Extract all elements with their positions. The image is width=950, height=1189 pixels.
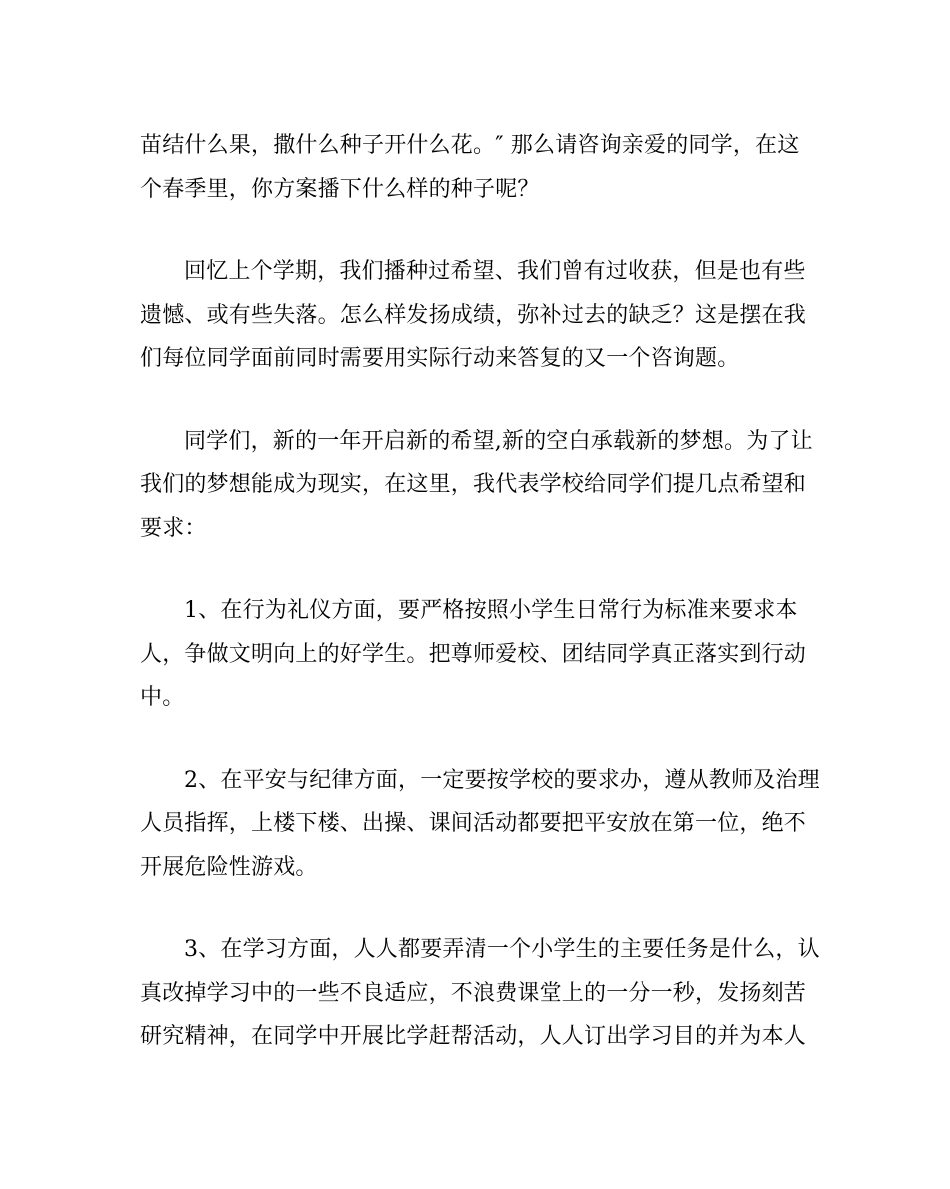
paragraph-2 (140, 250, 820, 381)
paragraph-6 (140, 928, 820, 1059)
text-line: 我们的梦想能成为现实，在这里，我代表学校给同学们提几点希望和 (140, 472, 807, 497)
text-line: 苗结什么果，撒什么种子开什么花。″ 那么请咨询亲爱的同学，在这 (140, 133, 800, 158)
paragraph-5 (140, 759, 820, 890)
text-line: 回忆上个学期，我们播种过希望、我们曾有过收获，但是也有些 (184, 259, 806, 284)
text-line: 个春季里，你方案播下什么样的种子呢？ (140, 176, 540, 202)
paragraph-1 (140, 124, 820, 211)
text-line: 1、在行为礼仪方面，要严格按照小学生日常行为标准来要求本 (184, 598, 798, 623)
text-line: 们每位同学面前同时需要用实际行动来答复的又一个咨询题。 (140, 346, 740, 371)
text-line: 真改掉学习中的一些不良适应，不浪费课堂上的一分一秒，发扬刻苦 (140, 980, 807, 1006)
text-line: 人员指挥，上楼下楼、出操、课间活动都要把平安放在第一位，绝不 (140, 811, 807, 836)
text-line: 同学们，新的一年开启新的希望,新的空白承载新的梦想。为了让 (184, 428, 813, 454)
text-line: 2、在平安与纪律方面，一定要按学校的要求办，遵从教师及治理 (184, 767, 820, 793)
document-body (140, 124, 820, 1059)
paragraph-3 (140, 420, 820, 551)
text-line: 3、在学习方面，人人都要弄清一个小学生的主要任务是什么，认 (184, 937, 820, 962)
text-line: 要求： (140, 515, 207, 541)
text-line: 开展危险性游戏。 (140, 854, 318, 880)
text-line: 中。 (140, 685, 185, 710)
text-line: 人，争做文明向上的好学生。把尊师爱校、团结同学真正落实到行动 (140, 641, 807, 667)
text-line: 遗憾、或有些失落。怎么样发扬成绩，弥补过去的缺乏？这是摆在我 (140, 302, 807, 328)
text-line: 研究精神，在同学中开展比学赶帮活动，人人订出学习目的并为本人 (140, 1024, 807, 1049)
paragraph-4 (140, 589, 820, 720)
